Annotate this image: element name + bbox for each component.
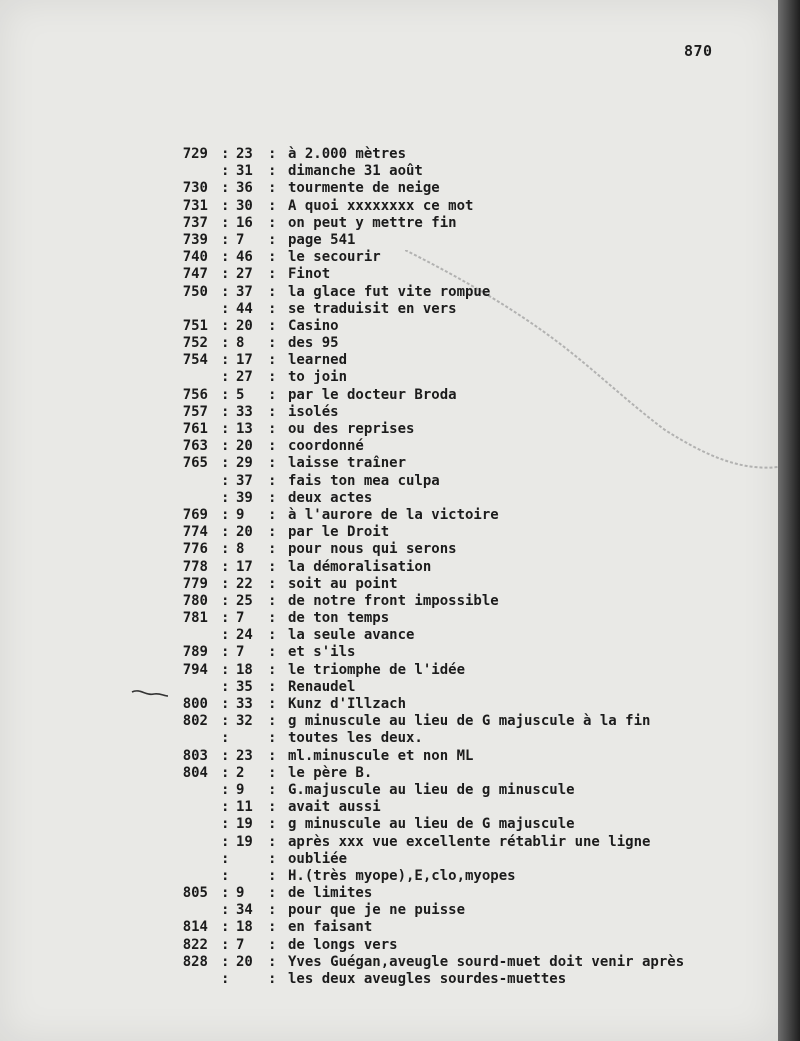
line-ref: 36 <box>236 180 253 197</box>
line-ref: 19 <box>236 816 253 833</box>
line-ref: 7 <box>236 936 245 953</box>
correction-text: Casino <box>288 317 339 334</box>
line-ref: 18 <box>236 919 253 936</box>
separator: : <box>268 730 277 747</box>
separator: : <box>268 902 277 919</box>
separator: : <box>268 317 277 334</box>
correction-text: pour nous qui serons <box>288 541 457 558</box>
page-ref: 752 <box>182 335 208 352</box>
correction-text: de ton temps <box>288 610 390 627</box>
line-ref: 8 <box>236 541 245 558</box>
separator: : <box>221 919 230 936</box>
line-ref: 23 <box>236 747 253 764</box>
correction-text: pour que je ne puisse <box>288 902 466 919</box>
page-ref: 800 <box>182 696 208 712</box>
separator: : <box>221 197 230 214</box>
scan-edge <box>778 0 800 1041</box>
separator: : <box>268 506 277 523</box>
page-ref: 739 <box>182 231 208 248</box>
correction-text: Finot <box>288 266 331 283</box>
correction-text: on peut y mettre fin <box>288 214 457 231</box>
correction-text: par le Droit <box>288 524 390 541</box>
separator: : <box>268 644 277 661</box>
separator: : <box>268 781 277 798</box>
separator: : <box>268 524 277 541</box>
separator: : <box>268 335 277 352</box>
correction-text: le triomphe de l'idée <box>288 661 466 678</box>
separator: : <box>221 627 230 644</box>
page-ref: 804 <box>182 764 208 781</box>
correction-text: H.(très myope),E,clo,myopes <box>288 867 516 884</box>
line-ref: 17 <box>236 558 253 575</box>
line-ref: 30 <box>236 197 253 214</box>
separator: : <box>221 730 230 747</box>
correction-text: se traduisit en vers <box>288 300 457 317</box>
correction-text: de notre front impossible <box>288 592 499 609</box>
line-ref: 8 <box>236 335 245 352</box>
separator: : <box>268 661 277 678</box>
separator: : <box>221 231 230 248</box>
line-ref: 19 <box>236 833 253 850</box>
correction-text: en faisant <box>288 919 373 936</box>
page-ref: 754 <box>182 352 208 369</box>
separator: : <box>221 867 230 884</box>
page-ref: 750 <box>182 283 208 300</box>
separator: : <box>268 971 277 987</box>
correction-text: par le docteur Broda <box>288 386 457 403</box>
separator: : <box>268 472 277 489</box>
separator: : <box>221 850 230 867</box>
line-ref: 5 <box>236 386 245 403</box>
separator: : <box>268 438 277 455</box>
line-ref: 33 <box>236 696 253 712</box>
page-ref: 805 <box>182 885 208 902</box>
separator: : <box>268 919 277 936</box>
separator: : <box>221 266 230 283</box>
line-ref: 25 <box>236 592 253 609</box>
correction-text: après xxx vue excellente rétablir une ligne <box>288 833 651 850</box>
separator: : <box>268 455 277 472</box>
line-ref: 33 <box>236 403 253 420</box>
separator: : <box>221 696 230 712</box>
correction-text: ml.minuscule et non ML <box>288 747 474 764</box>
separator: : <box>268 610 277 627</box>
separator: : <box>221 799 230 816</box>
separator: : <box>268 249 277 266</box>
page-ref: 729 <box>182 146 208 162</box>
line-ref: 32 <box>236 713 253 730</box>
separator: : <box>221 352 230 369</box>
separator: : <box>268 833 277 850</box>
separator: : <box>268 678 277 695</box>
separator: : <box>268 146 277 162</box>
correction-text: learned <box>288 352 348 369</box>
separator: : <box>268 231 277 248</box>
correction-text: les deux aveugles sourdes-muettes <box>288 971 567 987</box>
page-ref: 751 <box>182 317 208 334</box>
correction-text: tourmente de neige <box>288 180 440 197</box>
page-ref: 828 <box>182 953 208 970</box>
page-ref: 740 <box>182 249 208 266</box>
separator: : <box>221 249 230 266</box>
separator: : <box>268 421 277 437</box>
page-number: 870 <box>684 42 713 60</box>
line-ref: 11 <box>236 799 253 816</box>
page-ref: 769 <box>182 506 208 523</box>
separator: : <box>268 696 277 712</box>
correction-text: à 2.000 mètres <box>288 146 407 162</box>
separator: : <box>221 506 230 523</box>
separator: : <box>221 438 230 455</box>
correction-text: G.majuscule au lieu de g minuscule <box>288 781 575 798</box>
separator: : <box>268 558 277 575</box>
separator: : <box>268 386 277 403</box>
separator: : <box>221 472 230 489</box>
separator: : <box>221 713 230 730</box>
separator: : <box>221 816 230 833</box>
separator: : <box>221 180 230 197</box>
correction-text: et s'ils <box>288 644 356 661</box>
page-ref: 814 <box>182 919 208 936</box>
line-ref: 22 <box>236 575 253 592</box>
correction-text: g minuscule au lieu de G majuscule à la fin <box>288 713 651 730</box>
separator: : <box>221 386 230 403</box>
separator: : <box>221 558 230 575</box>
line-ref: 44 <box>236 300 253 317</box>
correction-text: Yves Guégan,aveugle sourd-muet doit venir après <box>288 953 685 970</box>
separator: : <box>268 197 277 214</box>
correction-text: toutes les deux. <box>288 730 423 747</box>
page-ref: 765 <box>182 455 208 472</box>
separator: : <box>221 953 230 970</box>
separator: : <box>268 592 277 609</box>
separator: : <box>221 592 230 609</box>
separator: : <box>268 867 277 884</box>
line-ref: 17 <box>236 352 253 369</box>
separator: : <box>268 300 277 317</box>
separator: : <box>221 610 230 627</box>
separator: : <box>268 850 277 867</box>
line-ref: 18 <box>236 661 253 678</box>
separator: : <box>221 936 230 953</box>
page-ref: 789 <box>182 644 208 661</box>
correction-text: la démoralisation <box>288 558 432 575</box>
separator: : <box>268 799 277 816</box>
separator: : <box>268 747 277 764</box>
correction-text: A quoi xxxxxxxx ce mot <box>288 197 474 214</box>
page-ref: 774 <box>182 524 208 541</box>
separator: : <box>221 661 230 678</box>
line-ref: 27 <box>236 266 253 283</box>
line-ref: 34 <box>236 902 253 919</box>
line-ref: 35 <box>236 678 253 695</box>
separator: : <box>221 146 230 162</box>
line-ref: 20 <box>236 438 253 455</box>
page-ref: 731 <box>182 197 208 214</box>
separator: : <box>221 300 230 317</box>
correction-text: le secourir <box>288 249 381 266</box>
separator: : <box>268 180 277 197</box>
line-ref: 2 <box>236 764 245 781</box>
correction-text: dimanche 31 août <box>288 163 423 180</box>
page-ref: 780 <box>182 592 208 609</box>
correction-text: la glace fut vite rompue <box>288 283 491 300</box>
page-ref: 756 <box>182 386 208 403</box>
page-ref: 761 <box>182 421 208 437</box>
line-ref: 20 <box>236 953 253 970</box>
line-ref: 37 <box>236 283 253 300</box>
separator: : <box>221 335 230 352</box>
correction-text: le père B. <box>288 764 373 781</box>
separator: : <box>268 266 277 283</box>
separator: : <box>221 833 230 850</box>
page-ref: 757 <box>182 403 208 420</box>
line-ref: 9 <box>236 885 245 902</box>
correction-text: fais ton mea culpa <box>288 472 440 489</box>
separator: : <box>221 214 230 231</box>
correction-text: à l'aurore de la victoire <box>288 506 499 523</box>
page-ref: 803 <box>182 747 208 764</box>
page-ref: 747 <box>182 266 208 283</box>
line-ref: 46 <box>236 249 253 266</box>
separator: : <box>221 902 230 919</box>
line-ref: 39 <box>236 489 253 506</box>
separator: : <box>221 971 230 987</box>
line-ref: 9 <box>236 506 245 523</box>
separator: : <box>221 403 230 420</box>
separator: : <box>268 283 277 300</box>
page-ref: 802 <box>182 713 208 730</box>
correction-text: de longs vers <box>288 936 398 953</box>
separator: : <box>221 317 230 334</box>
correction-text: laisse traîner <box>288 455 407 472</box>
separator: : <box>268 352 277 369</box>
line-ref: 20 <box>236 524 253 541</box>
separator: : <box>268 936 277 953</box>
separator: : <box>221 644 230 661</box>
separator: : <box>268 541 277 558</box>
correction-text: de limites <box>288 885 373 902</box>
separator: : <box>221 781 230 798</box>
line-ref: 29 <box>236 455 253 472</box>
separator: : <box>268 627 277 644</box>
line-ref: 13 <box>236 421 253 437</box>
page-ref: 822 <box>182 936 208 953</box>
separator: : <box>221 283 230 300</box>
correction-text: la seule avance <box>288 627 415 644</box>
separator: : <box>268 163 277 180</box>
page-ref: 778 <box>182 558 208 575</box>
correction-text: Kunz d'Illzach <box>288 696 407 712</box>
separator: : <box>221 369 230 386</box>
page-ref: 763 <box>182 438 208 455</box>
separator: : <box>221 747 230 764</box>
correction-text: deux actes <box>288 489 373 506</box>
separator: : <box>268 885 277 902</box>
correction-text: page 541 <box>288 231 356 248</box>
separator: : <box>268 403 277 420</box>
page-ref: 737 <box>182 214 208 231</box>
page-ref: 776 <box>182 541 208 558</box>
separator: : <box>268 575 277 592</box>
separator: : <box>221 575 230 592</box>
separator: : <box>221 421 230 437</box>
page-ref: 794 <box>182 661 208 678</box>
correction-text: Renaudel <box>288 678 356 695</box>
separator: : <box>221 455 230 472</box>
correction-text: avait aussi <box>288 799 381 816</box>
line-ref: 7 <box>236 231 245 248</box>
separator: : <box>268 764 277 781</box>
correction-text: coordonné <box>288 438 364 455</box>
line-ref: 31 <box>236 163 253 180</box>
separator: : <box>268 953 277 970</box>
correction-text: ou des reprises <box>288 421 415 437</box>
separator: : <box>221 678 230 695</box>
line-ref: 23 <box>236 146 253 162</box>
page-ref: 730 <box>182 180 208 197</box>
correction-text: des 95 <box>288 335 339 352</box>
separator: : <box>268 713 277 730</box>
correction-text: isolés <box>288 403 339 420</box>
separator: : <box>268 369 277 386</box>
page-ref: 781 <box>182 610 208 627</box>
line-ref: 7 <box>236 644 245 661</box>
separator: : <box>221 541 230 558</box>
line-ref: 37 <box>236 472 253 489</box>
correction-text: oubliée <box>288 850 348 867</box>
separator: : <box>221 489 230 506</box>
line-ref: 7 <box>236 610 245 627</box>
separator: : <box>268 214 277 231</box>
separator: : <box>221 524 230 541</box>
correction-text: g minuscule au lieu de G majuscule <box>288 816 575 833</box>
page-ref: 779 <box>182 575 208 592</box>
separator: : <box>221 764 230 781</box>
line-ref: 16 <box>236 214 253 231</box>
correction-text: soit au point <box>288 575 398 592</box>
line-ref: 20 <box>236 317 253 334</box>
line-ref: 24 <box>236 627 253 644</box>
line-ref: 27 <box>236 369 253 386</box>
separator: : <box>221 163 230 180</box>
separator: : <box>268 816 277 833</box>
line-ref: 9 <box>236 781 245 798</box>
correction-text: to join <box>288 369 348 386</box>
separator: : <box>268 489 277 506</box>
separator: : <box>221 885 230 902</box>
